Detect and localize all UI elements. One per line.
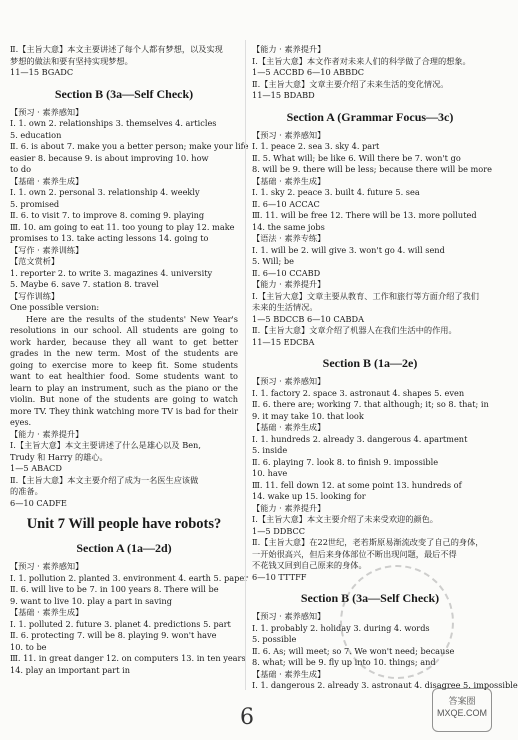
answer-line: Ⅱ.【主旨大意】文章介绍了机器人在我们生活中的作用。 [252,325,457,335]
answer-line: 【预习 · 素养感知】 [10,561,84,571]
answer-line: Ⅱ. 6. to visit 7. to improve 8. coming 9. playing [10,210,205,220]
answer-line: Ⅰ. 1. hundreds 2. already 3. dangerous 4. apartment [252,433,468,444]
answer-line: Ⅰ. 1. will be 2. will give 3. won't go 4. will send [252,244,445,255]
answer-line: Ⅰ. 1. own 2. personal 3. relationship 4. weekly [10,187,200,197]
answer-line: 【基础 · 素养生成】 [10,607,84,617]
answer-line: Ⅰ. 1. peace 2. sea 3. sky 4. part [252,141,380,151]
answer-line: easier 8. because 9. is about improving 10. how [10,152,209,163]
answer-line: 梦想的做法和要有坚持实现梦想。 [10,55,133,66]
answer-line: 【基础 · 素养生成】 [10,175,84,186]
answer-line: 5. education [10,129,62,140]
answer-line: 8. will be 9. there will be less; because there will be more [252,164,492,174]
answer-line: 6—10 CADFE [10,497,67,508]
answer-line: 14. wake up 15. looking for [252,491,366,501]
answer-line: Ⅱ.【主旨大意】本文主要讲述了每个人都有梦想，以及实现 [10,44,223,54]
answer-line: 1—5 ABACD [10,463,62,473]
answer-line: 【能力 · 素养提升】 [252,44,326,54]
answer-line: One possible version: [10,302,100,312]
section-heading: Section B (3a—Self Check) [54,86,194,101]
answer-line: Ⅱ. 6—10 ACCAC [252,198,320,209]
section-heading: Section A (1a—2d) [76,541,172,555]
left-column [10,44,249,676]
answer-line: Ⅰ. 1. dangerous 2. already 3. astronaut 4. disagree 5. impossible [252,680,518,690]
answer-line: 【语法 · 素养专练】 [252,233,326,243]
answer-line: 【预习 · 素养感知】 [10,106,84,117]
answer-line: 1—5 DDBCC [252,525,306,536]
answer-line: 不花钱又回到自己原来的身体。 [252,560,367,570]
answer-line: Ⅰ. 1. factory 2. space 3. astronaut 4. shapes 5. even [252,387,465,398]
answer-line: Ⅰ. 1. sky 2. peace 3. built 4. future 5. sea [252,187,420,197]
unit-heading: Unit 7 Will people have robots? [26,516,222,532]
answer-line: 【能力 · 素养提升】 [10,428,84,439]
answer-line: Ⅱ. 6. playing 7. look 8. to finish 9. impossible [252,456,439,467]
answer-line: 【写作 · 素养训练】 [10,244,84,255]
answer-line: 9. want to live 10. play a part in saving [10,595,172,606]
answer-line: 11—15 BDABD [252,90,315,100]
answer-line: Ⅱ. 6—10 CCABD [252,267,321,278]
answer-line: 【基础 · 素养生成】 [252,175,326,186]
answer-line: 11—15 BGADC [10,67,74,77]
answer-line: 1—5 BDCCB 6—10 CABDA [252,313,365,324]
answer-line: 【基础 · 素养生成】 [252,422,326,432]
answer-line: Ⅲ. 11. fell down 12. at some point 13. hundreds of [252,479,462,490]
answer-line: Ⅱ. 6. protecting 7. will be 8. playing 9. won't have [10,630,217,640]
answer-line: 10. have [252,468,288,478]
answer-line: 6—10 TTTFF [252,571,307,582]
answer-line: 【预习 · 素养感知】 [252,129,326,140]
answer-line: 10. to be [10,641,47,652]
answer-line: to do [10,164,31,174]
answer-line: Ⅱ.【主旨大意】文章主要介绍了未来生活的变化情况。 [252,78,449,89]
answer-line: 5. Maybe 6. save 7. station 8. travel [10,279,159,289]
answer-line: Ⅲ. 10. am going to eat 11. too young to play 12. make [10,221,235,232]
answer-line: 【能力 · 素养提升】 [252,279,326,289]
site-logo: 答案圈 MXQE.COM [432,688,492,732]
answer-line: Ⅱ.【主旨大意】本文主要介绍了成为一名医生应该做 [10,474,199,485]
answer-line: 【能力 · 素养提升】 [252,502,326,513]
answer-line: Ⅱ.【主旨大意】在22世纪，老若斯原易渐流改变了自己的身体， [252,537,484,547]
answer-line: Ⅲ. 11. will be free 12. There will be 13. more polluted [252,210,477,220]
answer-line: 8. what; will be 9. fly up into 10. things; and [252,657,436,667]
answer-line: Ⅱ. 5. What will; be like 6. Will there be 7. won't go [252,152,461,163]
answer-line: 的准备。 [10,486,43,496]
answer-line: Ⅰ. 1. own 2. relationships 3. themselves 4. articles [10,118,217,128]
section-heading: Section A (Grammar Focus—3c) [286,109,454,124]
answer-line: 5. promised [10,198,60,209]
answer-line: Ⅰ.【主旨大意】本文主要讲述了什么是雄心以及 Ben, [10,440,201,450]
answer-line: Ⅰ. 1. probably 2. holiday 3. during 4. words [252,622,430,633]
answer-line: 一开始很高兴，但后来身体部位不断出现问题，最后不得 [252,548,457,559]
answer-line: 14. play an important part in [10,664,130,675]
page-number: 6 [240,705,254,730]
sample-essay: Here are the results of the students' New Year's resolutions in our school. All students are going to work harder, because they all want to get better grades in the new term. Most of the students are going to exercise more to keep fit. Some students want to eat healthier food. Some students want to learn to play an instrument, such as the piano or the violin. But none of the students are going to watch more TV. They think watching more TV is bad for their eyes. [10,313,238,427]
answer-line: 【写作训练】 [10,290,60,301]
answer-line: 5. inside [252,445,288,455]
answer-line: Trudy 和 Harry 的雄心。 [10,451,108,462]
answer-line: 11—15 EDCBA [252,336,315,347]
answer-line: 未来的生活情况。 [252,302,318,312]
answer-line: 5. Will; be [252,256,294,266]
answer-line: 【预习 · 素养感知】 [252,611,326,621]
answer-line: promises to 13. take acting lessons 14. going to [10,233,209,243]
answer-line: Ⅱ. 6. is about 7. make you a better person; make your life [10,141,249,151]
answer-line: Ⅰ. 1. polluted 2. future 3. planet 4. predictions 5. part [10,618,231,629]
answer-line: 【基础 · 素养生成】 [252,668,326,679]
answer-line: Ⅲ. 11. in great danger 12. on computers 13. in ten years [10,653,246,663]
answer-line: 【范文赏析】 [10,256,60,266]
column-divider [245,40,246,690]
answer-line: 5. possible [252,634,297,644]
answer-line: Ⅱ. 6. will live to be 7. in 100 years 8. There will be [10,584,219,594]
section-heading: Section B (1a—2e) [322,356,418,370]
answer-line: 1. reporter 2. to write 3. magazines 4. university [10,267,213,278]
answer-line: 1—5 ACCBD 6—10 ABBDC [252,67,365,77]
answer-line: 9. it may take 10. that look [252,410,364,421]
answer-line: Ⅰ.【主旨大意】本文作者对未来人们的科学做了合理的想象。 [252,55,471,66]
answer-line: Ⅰ.【主旨大意】文章主要从教育、工作和旅行等方面介绍了我们 [252,290,479,301]
answer-line: Ⅱ. 6. there are; working 7. that although; it; so 8. that; in [252,399,489,409]
answer-line: Ⅰ.【主旨大意】本文主要介绍了未来受欢迎的颜色。 [252,514,438,524]
section-heading: Section B (3a—Self Check) [300,591,440,605]
answer-line: Ⅰ. 1. pollution 2. planted 3. environment 4. earth 5. paper [10,572,249,583]
answer-line: Ⅱ. 6. As; will meet; so 7. We won't need; because [252,645,455,656]
answer-line: 【预习 · 素养感知】 [252,376,326,386]
answer-line: 14. the same jobs [252,221,325,232]
